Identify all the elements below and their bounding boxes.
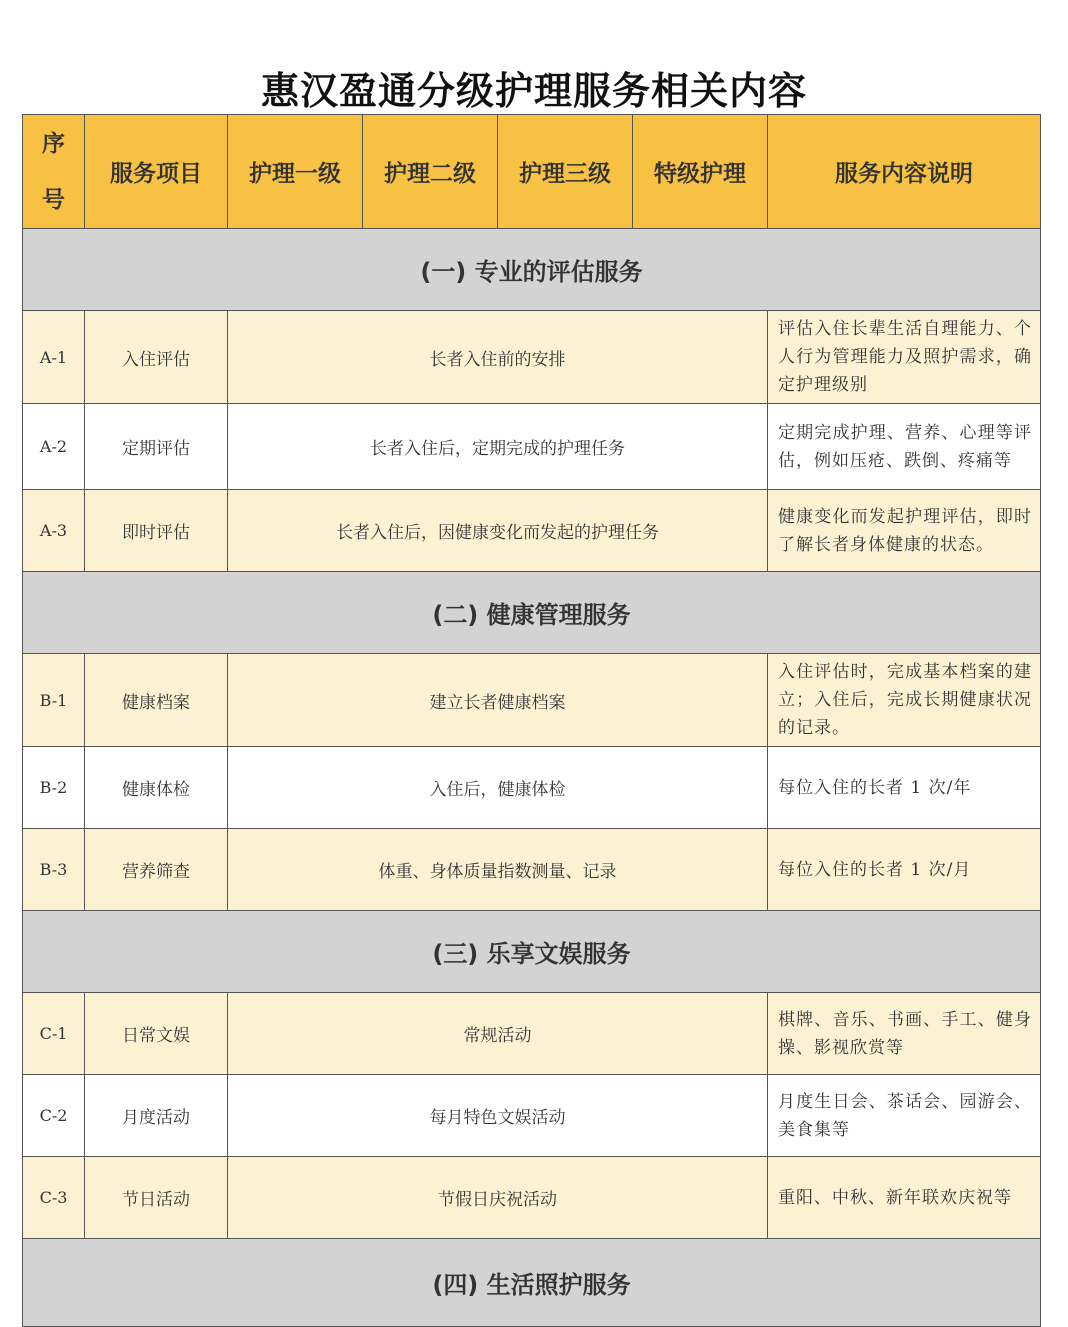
row-item: 入住评估	[85, 311, 228, 404]
row-content: 每月特色文娱活动	[228, 1075, 768, 1157]
row-content: 长者入住前的安排	[228, 311, 768, 404]
row-item: 定期评估	[85, 404, 228, 490]
row-code: A-2	[23, 404, 85, 490]
table-row	[23, 993, 1041, 1075]
row-desc: 健康变化而发起护理评估，即时了解长者身体健康的状态。	[768, 490, 1041, 572]
row-content: 长者入住后，因健康变化而发起的护理任务	[228, 490, 768, 572]
row-content: 入住后，健康体检	[228, 747, 768, 829]
row-desc: 入住评估时，完成基本档案的建立；入住后，完成长期健康状况的记录。	[768, 654, 1041, 747]
table-row	[23, 747, 1041, 829]
row-code: C-2	[23, 1075, 85, 1157]
table-row	[23, 1075, 1041, 1157]
page-title: 惠汉盈通分级护理服务相关内容	[260, 69, 807, 113]
row-desc: 每位入住的长者 1 次/月	[768, 829, 1041, 911]
header-level3: 护理三级	[498, 115, 633, 229]
header-level2: 护理二级	[363, 115, 498, 229]
header-seq-line2: 号	[42, 186, 65, 213]
header-item: 服务项目	[85, 115, 228, 229]
section-title: (四) 生活照护服务	[23, 1239, 1041, 1327]
row-code: B-2	[23, 747, 85, 829]
row-content: 节假日庆祝活动	[228, 1157, 768, 1239]
row-desc: 定期完成护理、营养、心理等评估，例如压疮、跌倒、疼痛等	[768, 404, 1041, 490]
row-item: 节日活动	[85, 1157, 228, 1239]
section-title: (三) 乐享文娱服务	[23, 911, 1041, 993]
service-table	[22, 114, 1041, 1327]
section-row	[23, 572, 1041, 654]
row-content: 常规活动	[228, 993, 768, 1075]
row-item: 月度活动	[85, 1075, 228, 1157]
section-title: (一) 专业的评估服务	[23, 229, 1041, 311]
section-title: (二) 健康管理服务	[23, 572, 1041, 654]
table-row	[23, 829, 1041, 911]
row-desc: 评估入住长辈生活自理能力、个人行为管理能力及照护需求，确定护理级别	[768, 311, 1041, 404]
section-row	[23, 229, 1041, 311]
row-code: C-1	[23, 993, 85, 1075]
row-code: B-1	[23, 654, 85, 747]
table-header-row	[23, 115, 1041, 229]
row-code: A-1	[23, 311, 85, 404]
row-item: 日常文娱	[85, 993, 228, 1075]
table-row	[23, 1157, 1041, 1239]
row-item: 健康体检	[85, 747, 228, 829]
row-content: 建立长者健康档案	[228, 654, 768, 747]
row-content: 体重、身体质量指数测量、记录	[228, 829, 768, 911]
table-row	[23, 311, 1041, 404]
row-item: 营养筛查	[85, 829, 228, 911]
row-code: A-3	[23, 490, 85, 572]
header-level1: 护理一级	[228, 115, 363, 229]
table-row	[23, 404, 1041, 490]
row-code: B-3	[23, 829, 85, 911]
row-desc: 重阳、中秋、新年联欢庆祝等	[768, 1157, 1041, 1239]
row-item: 健康档案	[85, 654, 228, 747]
row-desc: 棋牌、音乐、书画、手工、健身操、影视欣赏等	[768, 993, 1041, 1075]
header-special: 特级护理	[633, 115, 768, 229]
header-seq-line1: 序	[42, 130, 65, 157]
header-desc: 服务内容说明	[768, 115, 1041, 229]
section-row	[23, 911, 1041, 993]
section-row	[23, 1239, 1041, 1327]
row-desc: 每位入住的长者 1 次/年	[768, 747, 1041, 829]
row-item: 即时评估	[85, 490, 228, 572]
table-row	[23, 654, 1041, 747]
header-seq	[23, 115, 85, 229]
row-content: 长者入住后，定期完成的护理任务	[228, 404, 768, 490]
row-desc: 月度生日会、茶话会、园游会、美食集等	[768, 1075, 1041, 1157]
row-code: C-3	[23, 1157, 85, 1239]
table-row	[23, 490, 1041, 572]
